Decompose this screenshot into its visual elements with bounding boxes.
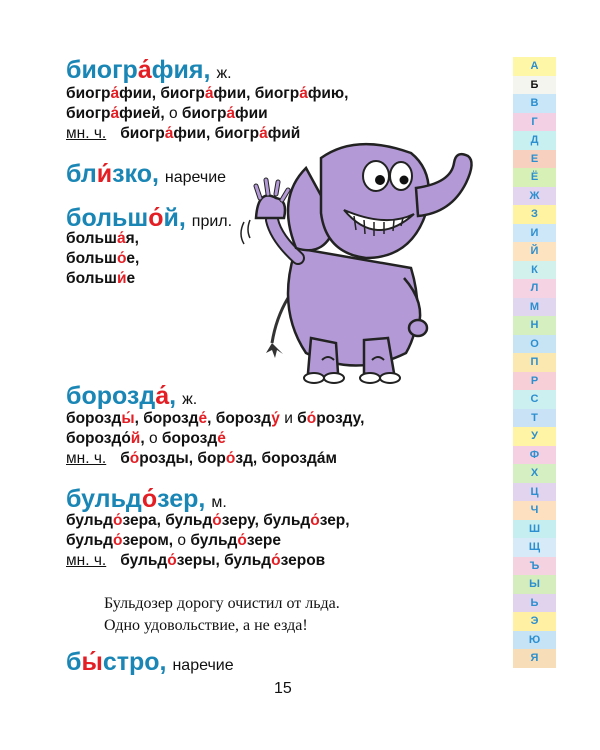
alphabet-letter: Г [513, 113, 556, 132]
word-form: борозд [157, 430, 218, 447]
alphabet-letter: Ё [513, 168, 556, 187]
headword-part: бл [66, 160, 97, 188]
stress-mark: ы́ [81, 648, 103, 676]
word-form: я, [125, 230, 139, 247]
word-form: биогр [177, 105, 227, 122]
preposition: о [177, 532, 187, 549]
word-form: зеров [280, 552, 326, 569]
headword-part: борозд [66, 382, 156, 410]
grammar-label: м. [211, 494, 227, 511]
alphabet-letter: Х [513, 464, 556, 483]
headword-part: й, [163, 204, 186, 232]
entry-biografiya-forms-line1 [66, 84, 348, 104]
word-form: е, [126, 250, 140, 267]
stress-mark: а́ [110, 105, 120, 122]
stress-mark: о́ [113, 512, 123, 529]
word-form: фии, биогр [213, 85, 300, 102]
alphabet-letter: Н [513, 316, 556, 335]
headword-part: зко, [112, 160, 159, 188]
word-form: зером, [122, 532, 178, 549]
stress-mark: а́ [164, 125, 174, 142]
entry-bolshoy-form1 [66, 229, 139, 249]
entry-borozda-forms-line2 [66, 429, 226, 449]
entry-biografiya-forms-line2 [66, 104, 268, 124]
preposition: о [148, 430, 158, 447]
word-form: зеру, бульд [221, 512, 311, 529]
grammar-label: ж. [182, 391, 198, 408]
stress-mark: о́ [113, 532, 123, 549]
stress-mark: е́ [217, 430, 226, 447]
alphabet-letter: Л [513, 279, 556, 298]
alphabet-letter: М [513, 298, 556, 317]
headword-part: , [169, 382, 177, 410]
entry-borozda-forms-line1 [66, 409, 364, 429]
word-form: бульд [120, 552, 168, 569]
stress-mark: а́ [259, 125, 268, 142]
grammar-label: наречие [172, 657, 234, 674]
preposition: о [168, 105, 178, 122]
stress-mark: е́ [198, 410, 208, 427]
headword-part: бульд [66, 485, 142, 513]
elephant-illustration [236, 128, 496, 390]
headword-part: зер, [157, 485, 206, 513]
stress-mark: о́ [212, 512, 222, 529]
entry-bystro-headword [66, 648, 234, 680]
word-form: фии [235, 105, 268, 122]
stress-mark: и́ [96, 160, 113, 188]
word-form: биогр [120, 125, 165, 142]
alphabet-letter: Щ [513, 538, 556, 557]
alphabet-letter: Е [513, 150, 556, 169]
word-form: фий [267, 125, 301, 142]
headword-part: больш [66, 204, 149, 232]
word-form: зере [246, 532, 282, 549]
stress-mark: о́ [310, 512, 320, 529]
word-form: фии, биогр [173, 125, 260, 142]
alphabet-letter: В [513, 94, 556, 113]
word-form: биогр [66, 85, 111, 102]
grammar-label: прил. [191, 213, 233, 230]
entry-blizko-headword [66, 160, 226, 192]
entry-borozda-plural-forms [120, 450, 337, 467]
alphabet-index [513, 57, 556, 668]
stress-mark: о́ [141, 485, 158, 513]
stress-mark: и́ [116, 270, 127, 287]
alphabet-letter: И [513, 224, 556, 243]
alphabet-letter: Т [513, 409, 556, 428]
stress-mark: а́ [226, 105, 236, 122]
stress-mark: а́ [204, 85, 214, 102]
grammar-label: наречие [164, 169, 227, 186]
word-form: биогр [66, 105, 111, 122]
word-form: больш [66, 250, 117, 267]
alphabet-letter: Б [513, 76, 556, 95]
alphabet-letter: С [513, 390, 556, 409]
alphabet-letter: Ь [513, 594, 556, 613]
headword-part: фия, [151, 56, 211, 84]
word-form: б [297, 410, 307, 427]
stress-mark: а́ [116, 230, 126, 247]
alphabet-letter: Ж [513, 187, 556, 206]
alphabet-letter: Ы [513, 575, 556, 594]
stress-mark: а́ [137, 56, 152, 84]
word-form: зер, [319, 512, 350, 529]
entry-bolshoy-form2 [66, 249, 139, 269]
word-form: , борозд [134, 410, 199, 427]
alphabet-letter: О [513, 335, 556, 354]
grammar-label: ж. [216, 65, 232, 82]
word-form: бульд [66, 512, 113, 529]
stress-mark: а́ [155, 382, 170, 410]
alphabet-letter: Й [513, 242, 556, 261]
poem-line-2: Одно удовольствие, а не езда! [104, 617, 308, 634]
alphabet-letter: К [513, 261, 556, 280]
word-form: больш [66, 270, 117, 287]
alphabet-letter: П [513, 353, 556, 372]
entry-buldozer-plural-forms [120, 552, 325, 569]
stress-mark: а́ [299, 85, 308, 102]
poem-line-1: Бульдозер дорогу очистил от льда. [104, 595, 340, 612]
word-form: е [126, 270, 136, 287]
alphabet-letter: Ш [513, 520, 556, 539]
headword-part: стро, [102, 648, 167, 676]
stress-mark: о́ [116, 250, 127, 267]
entry-buldozer-plural-line [66, 551, 325, 571]
word-form: борозд [66, 410, 122, 427]
word-form: фии, биогр [119, 85, 205, 102]
stress-mark: а́ [110, 85, 120, 102]
headword-part: б [66, 648, 82, 676]
stress-mark: у́ [271, 410, 280, 427]
alphabet-letter: Ю [513, 631, 556, 650]
word-form: зеры, бульд [176, 552, 272, 569]
plural-abbrev: мн. ч. [66, 552, 107, 569]
entry-bolshoy-form3 [66, 269, 135, 289]
word-form: розду, [316, 410, 365, 427]
alphabet-letter: Ф [513, 446, 556, 465]
alphabet-letter: Ч [513, 501, 556, 520]
word-form: , борозд [207, 410, 272, 427]
alphabet-letter: А [513, 57, 556, 76]
stress-mark: о́ [129, 450, 140, 467]
plural-abbrev: мн. ч. [66, 125, 107, 142]
stress-mark: о́ [167, 552, 177, 569]
entry-buldozer-forms-line2 [66, 531, 281, 551]
stress-mark: ́й [130, 430, 141, 447]
alphabet-letter: У [513, 427, 556, 446]
stress-mark: о́ [306, 410, 317, 427]
stress-mark: о́ [225, 450, 236, 467]
page-number: 15 [274, 680, 292, 697]
alphabet-letter: Ц [513, 483, 556, 502]
stress-mark: ы́ [121, 410, 135, 427]
entry-borozda-plural-line [66, 449, 337, 469]
word-form: б [120, 450, 130, 467]
word-form: зера, бульд [122, 512, 213, 529]
alphabet-letter: Я [513, 649, 556, 668]
word-form: фию, [307, 85, 349, 102]
word-form: больш [66, 230, 117, 247]
word-form: фией, [119, 105, 169, 122]
plural-abbrev: мн. ч. [66, 450, 107, 467]
stress-mark: о́ [271, 552, 281, 569]
stress-mark: о́ [148, 204, 164, 232]
entry-buldozer-forms-line1 [66, 511, 350, 531]
alphabet-letter: З [513, 205, 556, 224]
word-form: бульд [66, 532, 113, 549]
word-form: бороздо [66, 430, 131, 447]
word-form: розды, бор [139, 450, 226, 467]
word-form: бульд [186, 532, 238, 549]
alphabet-letter: Р [513, 372, 556, 391]
alphabet-letter: Д [513, 131, 556, 150]
word-form: зд, бороздáм [235, 450, 337, 467]
preposition: и [279, 410, 298, 427]
stress-mark: о́ [237, 532, 247, 549]
alphabet-letter: Ъ [513, 557, 556, 576]
word-form: , [140, 430, 149, 447]
alphabet-letter: Э [513, 612, 556, 631]
headword-part: биогр [66, 56, 138, 84]
